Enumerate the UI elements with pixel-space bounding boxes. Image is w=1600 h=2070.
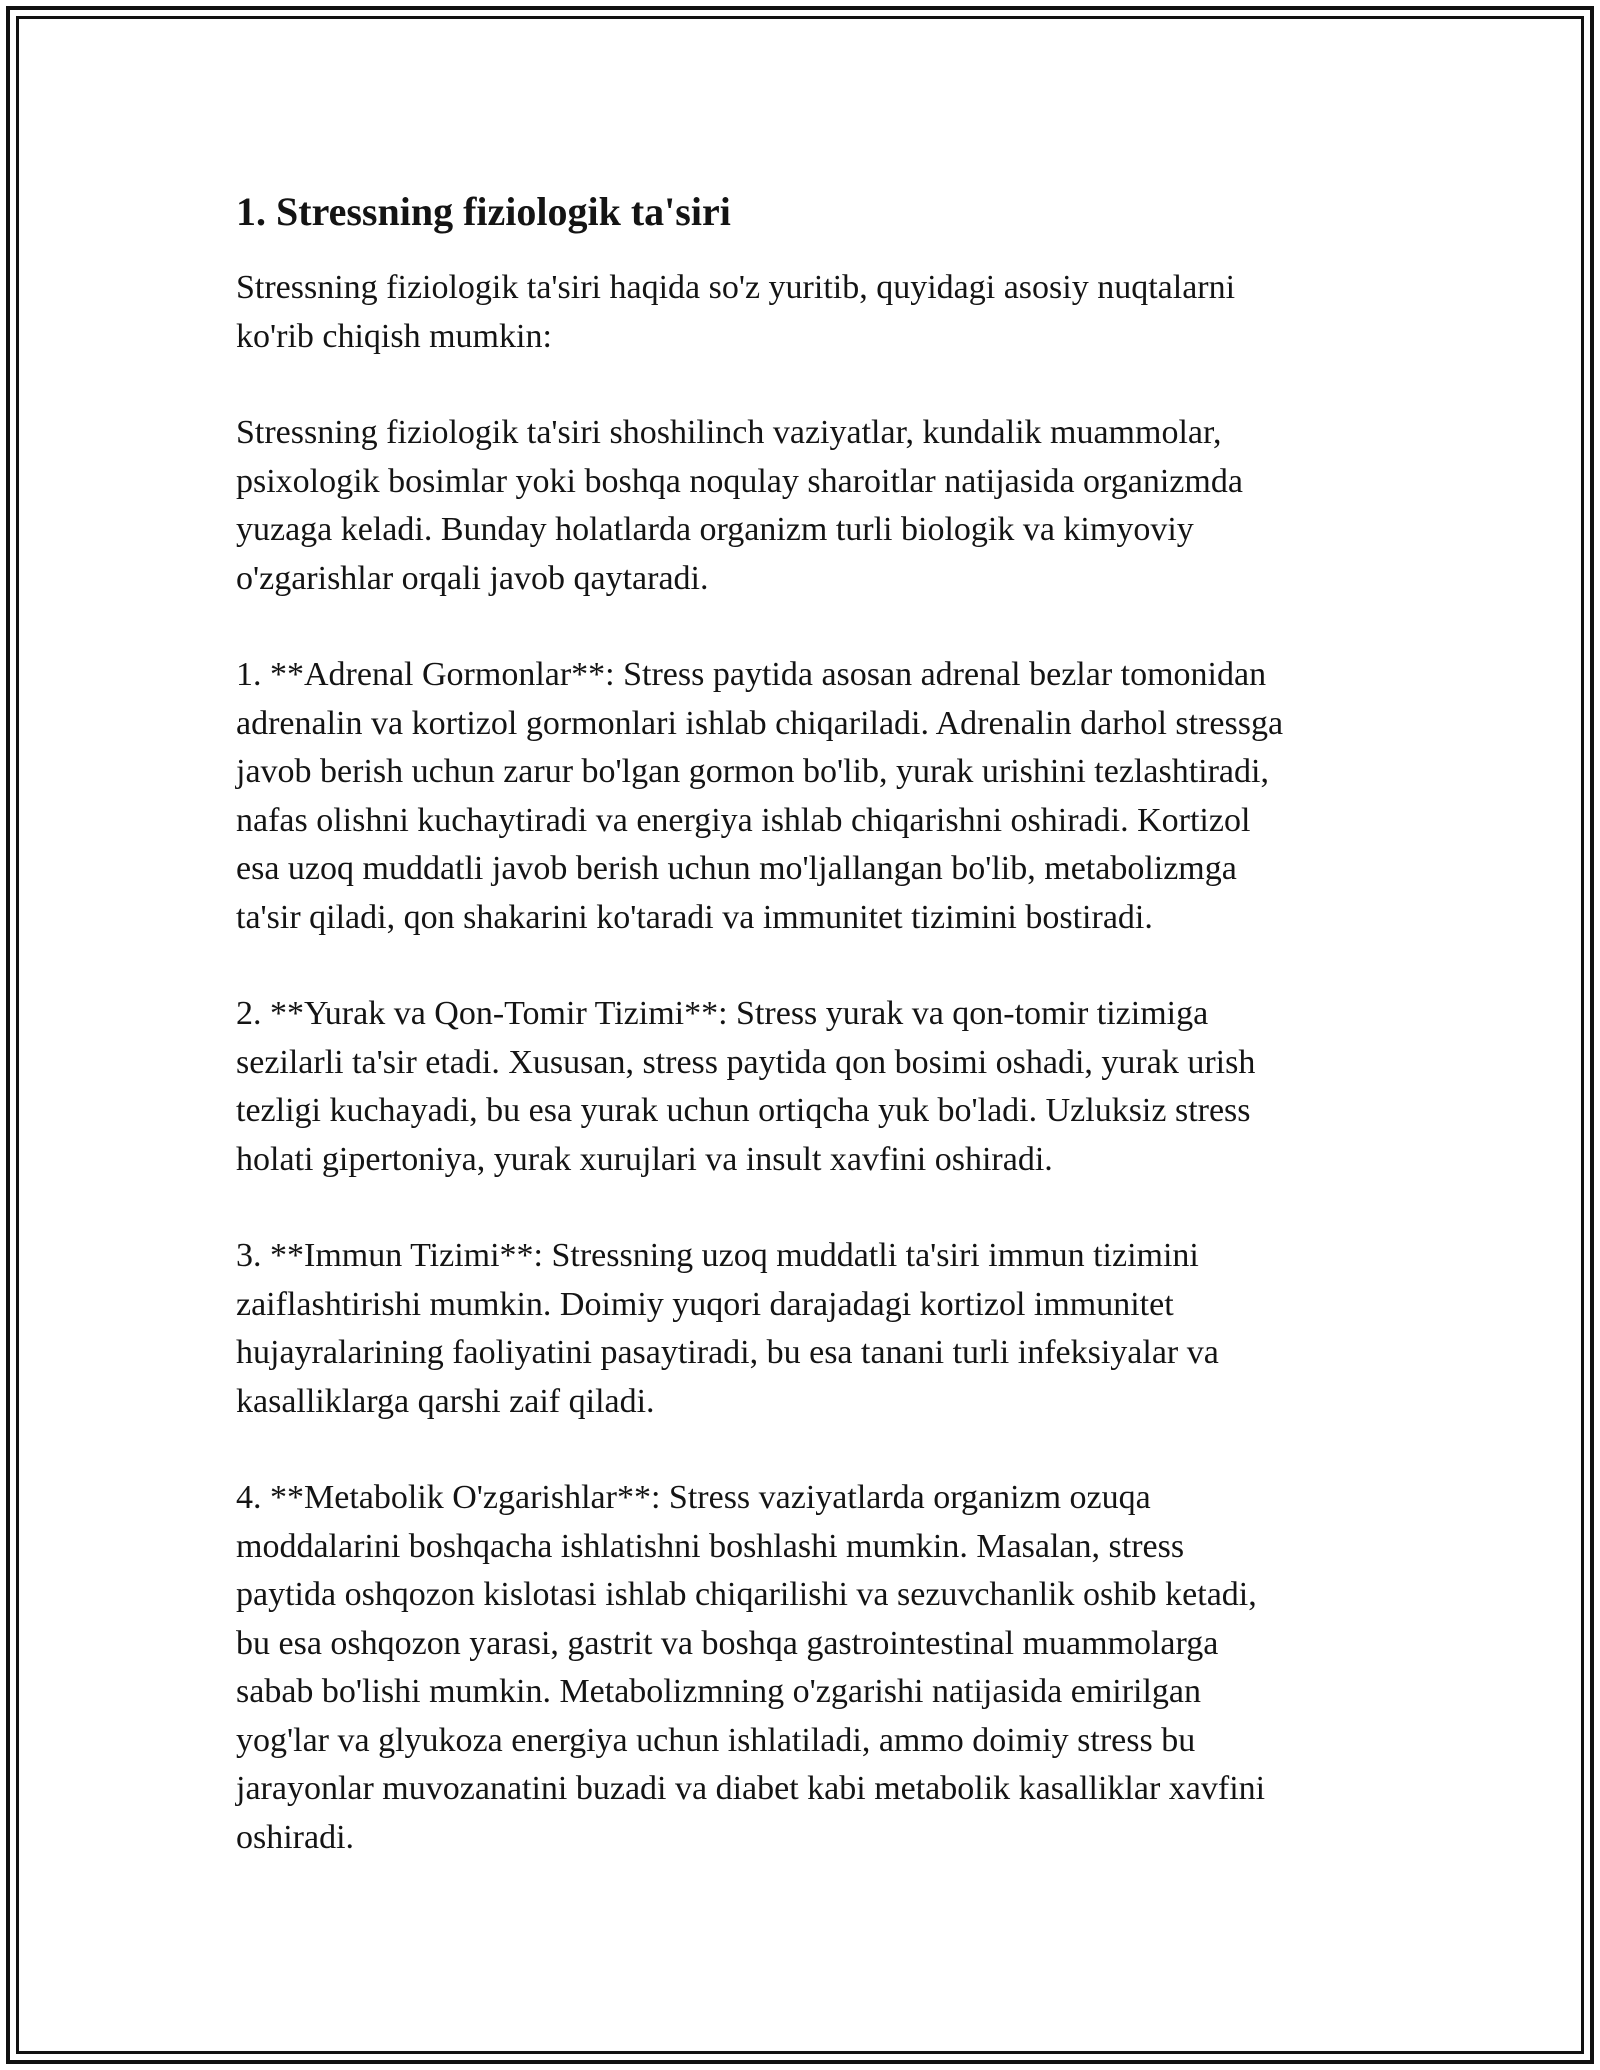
cardiovascular-paragraph: 2. **Yurak va Qon-Tomir Tizimi**: Stress yurak va qon-tomir tizimiga sezilarli ta'sir etadi. Xususan, stress paytida qon bosimi oshadi, yurak urish tezligi kuchayadi, bu esa yurak uchun ortiqcha yuk bo'ladi. Uzluksiz stress holati gipertoniya, yurak xurujlari va insult xavfini oshiradi. <box>236 995 1256 1178</box>
immune-system-paragraph: 3. **Immun Tizimi**: Stressning uzoq muddatli ta'siri immun tizimini zaiflashtirishi mumkin. Doimiy yuqori darajadagi kortizol immunitet hujayralarining faoliyatini pasaytiradi, bu esa tanani turli infeksiyalar va kasalliklarga qarshi zaif qiladi. <box>236 1237 1219 1420</box>
document-body <box>236 184 1376 1910</box>
metabolic-changes-paragraph: 4. **Metabolik O'zgarishlar**: Stress vaziyatlarda organizm ozuqa moddalarini boshqacha ishlatishni boshlashi mumkin. Masalan, stress paytida oshqozon kislotasi ishlab chiqarilishi va sezuvchanlik oshib ketadi, bu esa oshqozon yarasi, gastrit va boshqa gastrointestinal muammolarga sabab bo'lishi mumkin. Metabolizmning o'zgarishi natijasida emirilgan yog'lar va glyukoza energiya uchun ishlatiladi, ammo doimiy stress bu jarayonlar muvozanatini buzadi va diabet kabi metabolik kasalliklar xavfini oshiradi. <box>236 1479 1266 1856</box>
adrenal-hormones-paragraph: 1. **Adrenal Gormonlar**: Stress paytida asosan adrenal bezlar tomonidan adrenalin va kortizol gormonlari ishlab chiqariladi. Adrenalin darhol stressga javob berish uchun zarur bo'lgan gormon bo'lib, yurak urishini tezlashtiradi, nafas olishni kuchaytiradi va energiya ishlab chiqarishni oshiradi. Kortizol esa uzoq muddatli javob berish uchun mo'ljallangan bo'lib, metabolizmga ta'sir qiladi, qon shakarini ko'taradi va immunitet tizimini bostiradi. <box>236 656 1284 936</box>
intro-paragraph: Stressning fiziologik ta'siri haqida so'z yuritib, quyidagi asosiy nuqtalarni ko'rib chiqish mumkin: <box>236 269 1236 355</box>
section-heading: 1. Stressning fiziologik ta'siri <box>236 189 731 234</box>
overview-paragraph: Stressning fiziologik ta'siri shoshilinch vaziyatlar, kundalik muammolar, psixologik bosimlar yoki boshqa noqulay sharoitlar natijasida organizmda yuzaga keladi. Bunday holatlarda organizm turli biologik va kimyoviy o'zgarishlar orqali javob qaytaradi. <box>236 414 1243 597</box>
